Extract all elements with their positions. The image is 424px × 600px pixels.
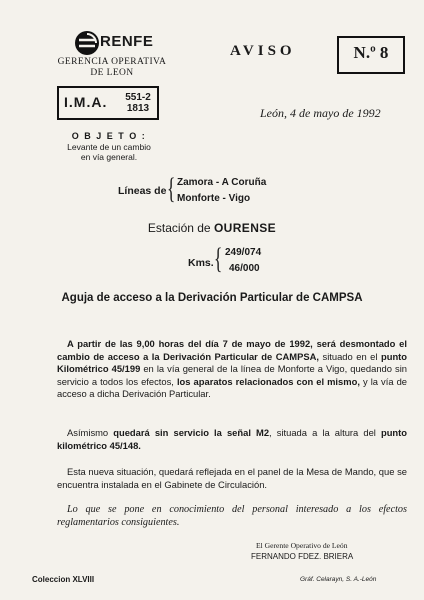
- text-run: en la vía general de la línea de Monforte a Vigo, quedando sin servicio a todos los efectos,: [57, 363, 407, 387]
- text-run: Asímismo: [67, 427, 114, 438]
- text-run: quedará sin servicio la señal M2: [113, 427, 270, 438]
- printer-label: Gráf. Celarayn, S. A.-León: [300, 576, 377, 583]
- notice-title: Aguja de acceso a la Derivación Particular de CAMPSA: [61, 292, 363, 304]
- estacion-prefix: Estación de: [147, 221, 214, 235]
- gerencia-line-1: GERENCIA OPERATIVA: [57, 57, 167, 67]
- lineas-label: Líneas de: [118, 185, 167, 197]
- gerencia-line-2: DE LEON: [90, 68, 134, 78]
- objeto-title: O B J E T O :: [71, 131, 147, 141]
- ima-number-bottom: 1813: [126, 103, 150, 114]
- objeto-line-1: Levante de un cambio: [67, 142, 151, 152]
- brand-name: RENFE: [100, 33, 154, 50]
- km-item: 249/074: [225, 247, 262, 258]
- text-run: los aparatos relacionados con el mismo,: [176, 375, 360, 387]
- text-run: punto kilométrico 45/148.: [57, 427, 407, 451]
- document-date: León, 4 de mayo de 1992: [260, 106, 381, 120]
- body-paragraph-1: [57, 338, 407, 401]
- ima-number: [122, 92, 154, 114]
- text-run: punto Kilométrico 45/199: [57, 350, 408, 375]
- linea-item: Zamora - A Coruña: [177, 177, 267, 188]
- lineas-brace: {: [166, 172, 176, 205]
- ima-label: I.M.A.: [64, 94, 108, 110]
- estacion-line: [0, 221, 424, 235]
- body-paragraph-3: [57, 466, 407, 491]
- renfe-logo-icon: [74, 30, 100, 56]
- kms-label: Kms.: [188, 257, 214, 269]
- collection-label: Coleccion XLVIII: [32, 575, 95, 584]
- estacion-name: OURENSE: [213, 221, 277, 235]
- body-paragraph-4: [57, 504, 407, 529]
- objeto-line-2: en vía general.: [80, 152, 138, 162]
- text-run: Lo que se pone en conocimiento del personal interesado a los efectos reglamentarios consiguientes.: [57, 504, 407, 528]
- aviso-title: AVISO: [230, 43, 296, 59]
- text-run: situado en el: [319, 350, 381, 362]
- text-run: y la vía de acceso a dicha Derivación Particular.: [57, 375, 407, 400]
- kms-brace: {: [213, 242, 223, 275]
- body-paragraph-2: [57, 427, 407, 452]
- signature-name: FERNANDO FDEZ. BRIERA: [251, 552, 354, 561]
- linea-item: Monforte - Vigo: [177, 193, 251, 204]
- km-item: 46/000: [229, 263, 260, 274]
- objeto-description: [57, 142, 161, 162]
- ima-number-top: 551-2: [125, 92, 151, 103]
- text-run: Esta nueva situación, quedará reflejada en el panel de la Mesa de Mando, que se encuentra instalada en el Gabinete de Circulación.: [57, 466, 407, 490]
- signature-role: El Gerente Operativo de León: [256, 541, 348, 550]
- aviso-number: N.º 8: [353, 43, 389, 62]
- text-run: , situada a la altura del: [269, 427, 381, 438]
- gerencia-label: [56, 57, 168, 79]
- text-run: A partir de las 9,00 horas del día 7 de mayo de 1992, será desmontado el cambio de acceso a la Derivación Particular de CAMPSA,: [57, 338, 407, 362]
